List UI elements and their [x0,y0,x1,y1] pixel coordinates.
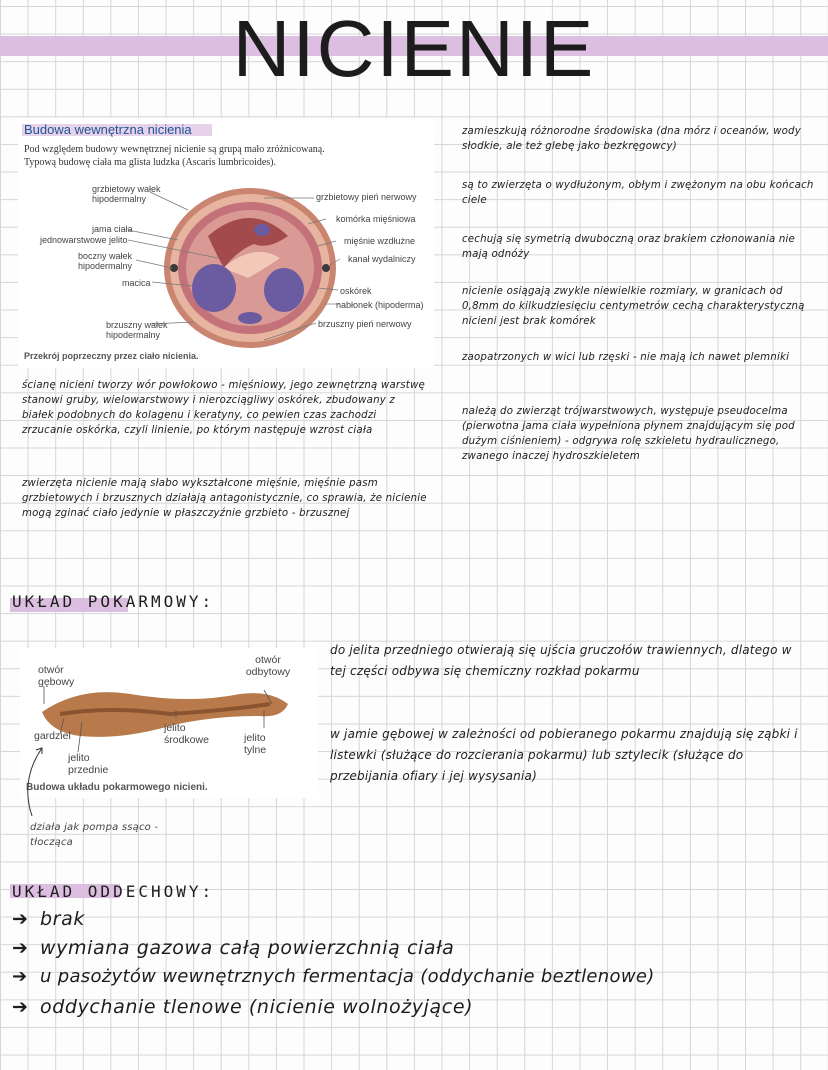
label-epithelium: nabłonek (hipoderma) [336,300,424,310]
label-anus: otwór odbytowy [245,654,291,678]
label-body-cavity: jama ciała [92,224,133,234]
arrow-icon: ➔ [12,966,28,987]
arrow-icon: ➔ [12,937,29,959]
figure-caption: Przekrój poprzeczny przez ciało nicienia. [24,351,199,361]
note-right-4: nicienie osiągają zwykle niewielkie rozmiary, w granicach od 0,8mm do kilkudziesięciu centymetrów cechą charakterystyczną nicieni jest brak komórek [462,286,805,327]
respiratory-item-4: ➔ oddychanie tlenowe (nicienie wolnożyjące) [12,996,474,1018]
label-pharynx: gardziel [34,730,71,742]
label-dorsal-ridge: grzbietowy wałek hipodermalny [92,184,161,204]
cross-section-figure [18,118,434,368]
respiratory-heading: UKŁAD ODDECHOWY: [12,882,215,901]
label-ventral-ridge: brzuszny wałek hipodermalny [106,320,168,340]
label-midgut: jelito środkowe [164,722,209,746]
label-dorsal-nerve: grzbietowy pień nerwowy [316,192,417,202]
respiratory-item-2: ➔ wymiana gazowa całą powierzchnią ciała [12,937,455,959]
label-excretory-canal: kanał wydalniczy [348,254,416,264]
label-longitudinal-muscles: mięśnie wzdłużne [344,236,416,246]
side-note: działa jak pompa ssąco - tłocząca [30,822,159,848]
figure-heading: Budowa wewnętrzna nicienia [24,122,192,137]
digestive-heading: UKŁAD POKARMOWY: [12,592,215,611]
note-left-1: ścianę nicieni tworzy wór powłokowo - mięśniowy, jego zewnętrzną warstwę stanowi gruby, wielowarstwowy i nierozciągliwy oskórek, zbudowany z białek podobnych do kolagenu i keratyny, co pewien czas zachodzi zrzucanie oskórka, czyli linienie, po którym następuje wzrost ciała [22,380,425,436]
label-mouth: otwór gębowy [38,664,75,688]
figure-desc-2: Typową budowę ciała ma glista ludzka (Ascaris lumbricoides). [24,157,277,168]
label-foregut: jelito przednie [68,752,109,776]
label-ventral-nerve: brzuszny pień nerwowy [318,319,412,329]
label-hindgut: jelito tylne [244,732,267,756]
page-title: NICIENIE [232,4,596,93]
digestive-caption: Budowa układu pokarmowego nicieni. [26,782,208,793]
label-uterus: macica [122,278,151,288]
digestive-note-2: w jamie gębowej w zależności od pobieranego pokarmu znajdują się ząbki i listewki (służące do rozcierania pokarmu) lub sztylecik (służące do przebijania ofiary i jej wysysania) [330,727,798,783]
side-note-arrow [18,740,58,820]
note-right-1: zamieszkują różnorodne środowiska (dna mórz i oceanów, wody słodkie, ale też glebę jako bezkręgowcy) [462,126,801,152]
note-right-2: są to zwierzęta o wydłużonym, obłym i zwężonym na obu końcach ciele [462,180,814,206]
label-lateral-ridge: boczny wałek hipodermalny [78,251,133,271]
note-right-3: cechują się symetrią dwuboczną oraz brakiem członowania nie mają odnóży [462,234,796,260]
label-cuticle: oskórek [340,286,372,296]
digestive-note-1: do jelita przedniego otwierają się ujścia gruczołów trawiennych, dlatego w tej części odbywa się chemiczny rozkład pokarmu [330,643,792,678]
arrow-icon: ➔ [12,908,29,930]
note-right-5: zaopatrzonych w wici lub rzęski - nie mają ich nawet plemniki [462,352,790,363]
note-left-2: zwierzęta nicienie mają słabo wykształcone mięśnie, mięśnie pasm grzbietowych i brzusznych działają antagonistycznie, co sprawia, że nicienie mogą zginać ciało jedynie w płaszczyźnie grzbieto - brzusznej [22,478,427,519]
digestive-figure [20,648,318,798]
arrow-icon: ➔ [12,996,29,1018]
label-muscle-cell: komórka mięśniowa [336,214,416,224]
respiratory-item-1: ➔ brak [12,908,85,930]
note-right-6: należą do zwierząt trójwarstwowych, występuje pseudocelma (pierwotna jama ciała wypełniona płynem znajdującym się pod dużym ciśnieniem) - odgrywa rolę szkieletu hydraulicznego, zwanego inaczej hydroszkieletem [462,406,795,462]
respiratory-item-3: ➔ u pasożytów wewnętrznych fermentacja (oddychanie beztlenowe) [12,966,655,987]
label-intestine: jednowarstwowe jelito [40,235,128,245]
figure-desc-1: Pod względem budowy wewnętrznej nicienie są grupą mało zróżnicowaną. [24,144,325,155]
